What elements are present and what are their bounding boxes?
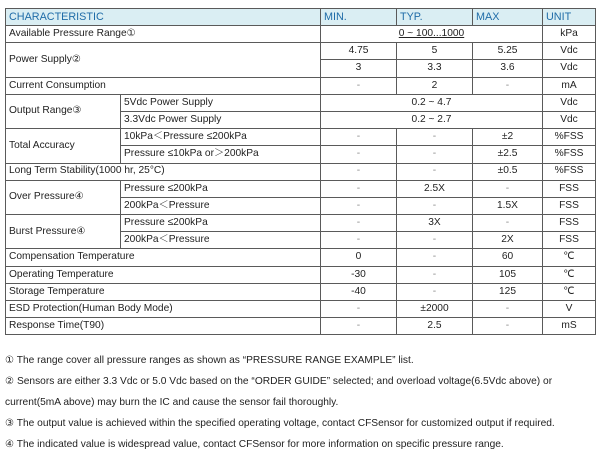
min-value: 3 bbox=[321, 60, 397, 77]
header-max: MAX bbox=[473, 9, 543, 26]
max-value: 60 bbox=[473, 249, 543, 266]
row-label: Long Term Stability(1000 hr, 25°C) bbox=[6, 163, 321, 180]
typ-value: 2.5X bbox=[397, 180, 473, 197]
row-label: Operating Temperature bbox=[6, 266, 321, 283]
typ-value: - bbox=[397, 146, 473, 163]
table-row bbox=[6, 26, 596, 43]
header-min: MIN. bbox=[321, 9, 397, 26]
typ-value: 3.3 bbox=[397, 60, 473, 77]
max-value: ±2.5 bbox=[473, 146, 543, 163]
condition-label: 200kPa＜Pressure bbox=[121, 232, 321, 249]
unit-value: %FSS bbox=[543, 163, 596, 180]
min-value: - bbox=[321, 215, 397, 232]
unit-value: FSS bbox=[543, 180, 596, 197]
max-value: 105 bbox=[473, 266, 543, 283]
condition-label: 5Vdc Power Supply bbox=[121, 94, 321, 111]
max-value: 5.25 bbox=[473, 43, 543, 60]
table-header-row bbox=[6, 9, 596, 26]
min-value: - bbox=[321, 318, 397, 335]
typ-value: - bbox=[397, 283, 473, 300]
max-value: - bbox=[473, 318, 543, 335]
max-value: 1.5X bbox=[473, 197, 543, 214]
row-label: Over Pressure④ bbox=[6, 180, 121, 214]
table-row bbox=[6, 163, 596, 180]
table-row bbox=[6, 215, 596, 232]
table-row bbox=[6, 301, 596, 318]
row-label: Response Time(T90) bbox=[6, 318, 321, 335]
condition-label: 10kPa＜Pressure ≤200kPa bbox=[121, 129, 321, 146]
typ-value: 2 bbox=[397, 77, 473, 94]
row-label: Power Supply② bbox=[6, 43, 321, 77]
footnote-2: ② Sensors are either 3.3 Vdc or 5.0 Vdc based on the “ORDER GUIDE” selected; and overload voltage(6.5Vdc above) or bbox=[5, 376, 553, 387]
specification-table bbox=[5, 8, 596, 335]
min-value: -40 bbox=[321, 283, 397, 300]
min-value: - bbox=[321, 146, 397, 163]
condition-label: Pressure ≤10kPa or＞200kPa bbox=[121, 146, 321, 163]
typ-value: 2.5 bbox=[397, 318, 473, 335]
condition-label: 3.3Vdc Power Supply bbox=[121, 111, 321, 128]
typ-value: - bbox=[397, 163, 473, 180]
unit-value: %FSS bbox=[543, 129, 596, 146]
unit-value: ℃ bbox=[543, 266, 596, 283]
unit-value: FSS bbox=[543, 215, 596, 232]
unit-value: ℃ bbox=[543, 283, 596, 300]
row-label: Current Consumption bbox=[6, 77, 321, 94]
max-value: ±2 bbox=[473, 129, 543, 146]
unit-value: Vdc bbox=[543, 60, 596, 77]
max-value: - bbox=[473, 215, 543, 232]
condition-label: Pressure ≤200kPa bbox=[121, 180, 321, 197]
unit-value: Vdc bbox=[543, 111, 596, 128]
typ-value: - bbox=[397, 197, 473, 214]
min-value: - bbox=[321, 180, 397, 197]
unit-value: V bbox=[543, 301, 596, 318]
max-value: ±0.5 bbox=[473, 163, 543, 180]
footnote-2-continued: current(5mA above) may burn the IC and cause the sensor fail thoroughly. bbox=[5, 397, 339, 408]
unit-value: kPa bbox=[543, 26, 596, 43]
unit-value: Vdc bbox=[543, 43, 596, 60]
footnote-3: ③ The output value is achieved within the specified operating voltage, contact CFSensor for customized output if required. bbox=[5, 418, 555, 429]
typ-value: - bbox=[397, 232, 473, 249]
typ-value: - bbox=[397, 129, 473, 146]
table-row bbox=[6, 249, 596, 266]
unit-value: mA bbox=[543, 77, 596, 94]
table-row bbox=[6, 129, 596, 146]
range-value: 0.2 ~ 4.7 bbox=[321, 94, 543, 111]
row-label: Output Range③ bbox=[6, 94, 121, 128]
min-value: - bbox=[321, 129, 397, 146]
min-value: - bbox=[321, 77, 397, 94]
table-row bbox=[6, 318, 596, 335]
min-value: - bbox=[321, 232, 397, 249]
unit-value: ℃ bbox=[543, 249, 596, 266]
row-label: Total Accuracy bbox=[6, 129, 121, 163]
table-row bbox=[6, 43, 596, 60]
table-row bbox=[6, 283, 596, 300]
unit-value: mS bbox=[543, 318, 596, 335]
row-label: Compensation Temperature bbox=[6, 249, 321, 266]
header-characteristic: CHARACTERISTIC bbox=[6, 9, 321, 26]
table-row bbox=[6, 77, 596, 94]
condition-label: Pressure ≤200kPa bbox=[121, 215, 321, 232]
row-label: Burst Pressure④ bbox=[6, 215, 121, 249]
min-value: 0 bbox=[321, 249, 397, 266]
header-typ: TYP. bbox=[397, 9, 473, 26]
range-value: 0.2 ~ 2.7 bbox=[321, 111, 543, 128]
typ-value: 0 ~ 100...1000 bbox=[321, 26, 543, 43]
unit-value: FSS bbox=[543, 197, 596, 214]
min-value: - bbox=[321, 301, 397, 318]
table-row bbox=[6, 266, 596, 283]
table-row bbox=[6, 94, 596, 111]
max-value: 2X bbox=[473, 232, 543, 249]
typ-value: - bbox=[397, 249, 473, 266]
min-value: 4.75 bbox=[321, 43, 397, 60]
unit-value: FSS bbox=[543, 232, 596, 249]
footnotes bbox=[5, 350, 597, 455]
max-value: 125 bbox=[473, 283, 543, 300]
footnote-4: ④ The indicated value is widespread value, contact CFSensor for more information on specific pressure range. bbox=[5, 439, 504, 450]
header-unit: UNIT bbox=[543, 9, 596, 26]
max-value: - bbox=[473, 301, 543, 318]
unit-value: Vdc bbox=[543, 94, 596, 111]
condition-label: 200kPa＜Pressure bbox=[121, 197, 321, 214]
typ-value: ±2000 bbox=[397, 301, 473, 318]
max-value: - bbox=[473, 77, 543, 94]
max-value: - bbox=[473, 180, 543, 197]
footnote-1: ① The range cover all pressure ranges as shown as “PRESSURE RANGE EXAMPLE” list. bbox=[5, 355, 414, 366]
row-label: Available Pressure Range① bbox=[6, 26, 321, 43]
min-value: - bbox=[321, 197, 397, 214]
unit-value: %FSS bbox=[543, 146, 596, 163]
table-row bbox=[6, 180, 596, 197]
max-value: 3.6 bbox=[473, 60, 543, 77]
min-value: - bbox=[321, 163, 397, 180]
typ-value: - bbox=[397, 266, 473, 283]
typ-value: 5 bbox=[397, 43, 473, 60]
row-label: Storage Temperature bbox=[6, 283, 321, 300]
min-value: -30 bbox=[321, 266, 397, 283]
typ-value: 3X bbox=[397, 215, 473, 232]
row-label: ESD Protection(Human Body Mode) bbox=[6, 301, 321, 318]
